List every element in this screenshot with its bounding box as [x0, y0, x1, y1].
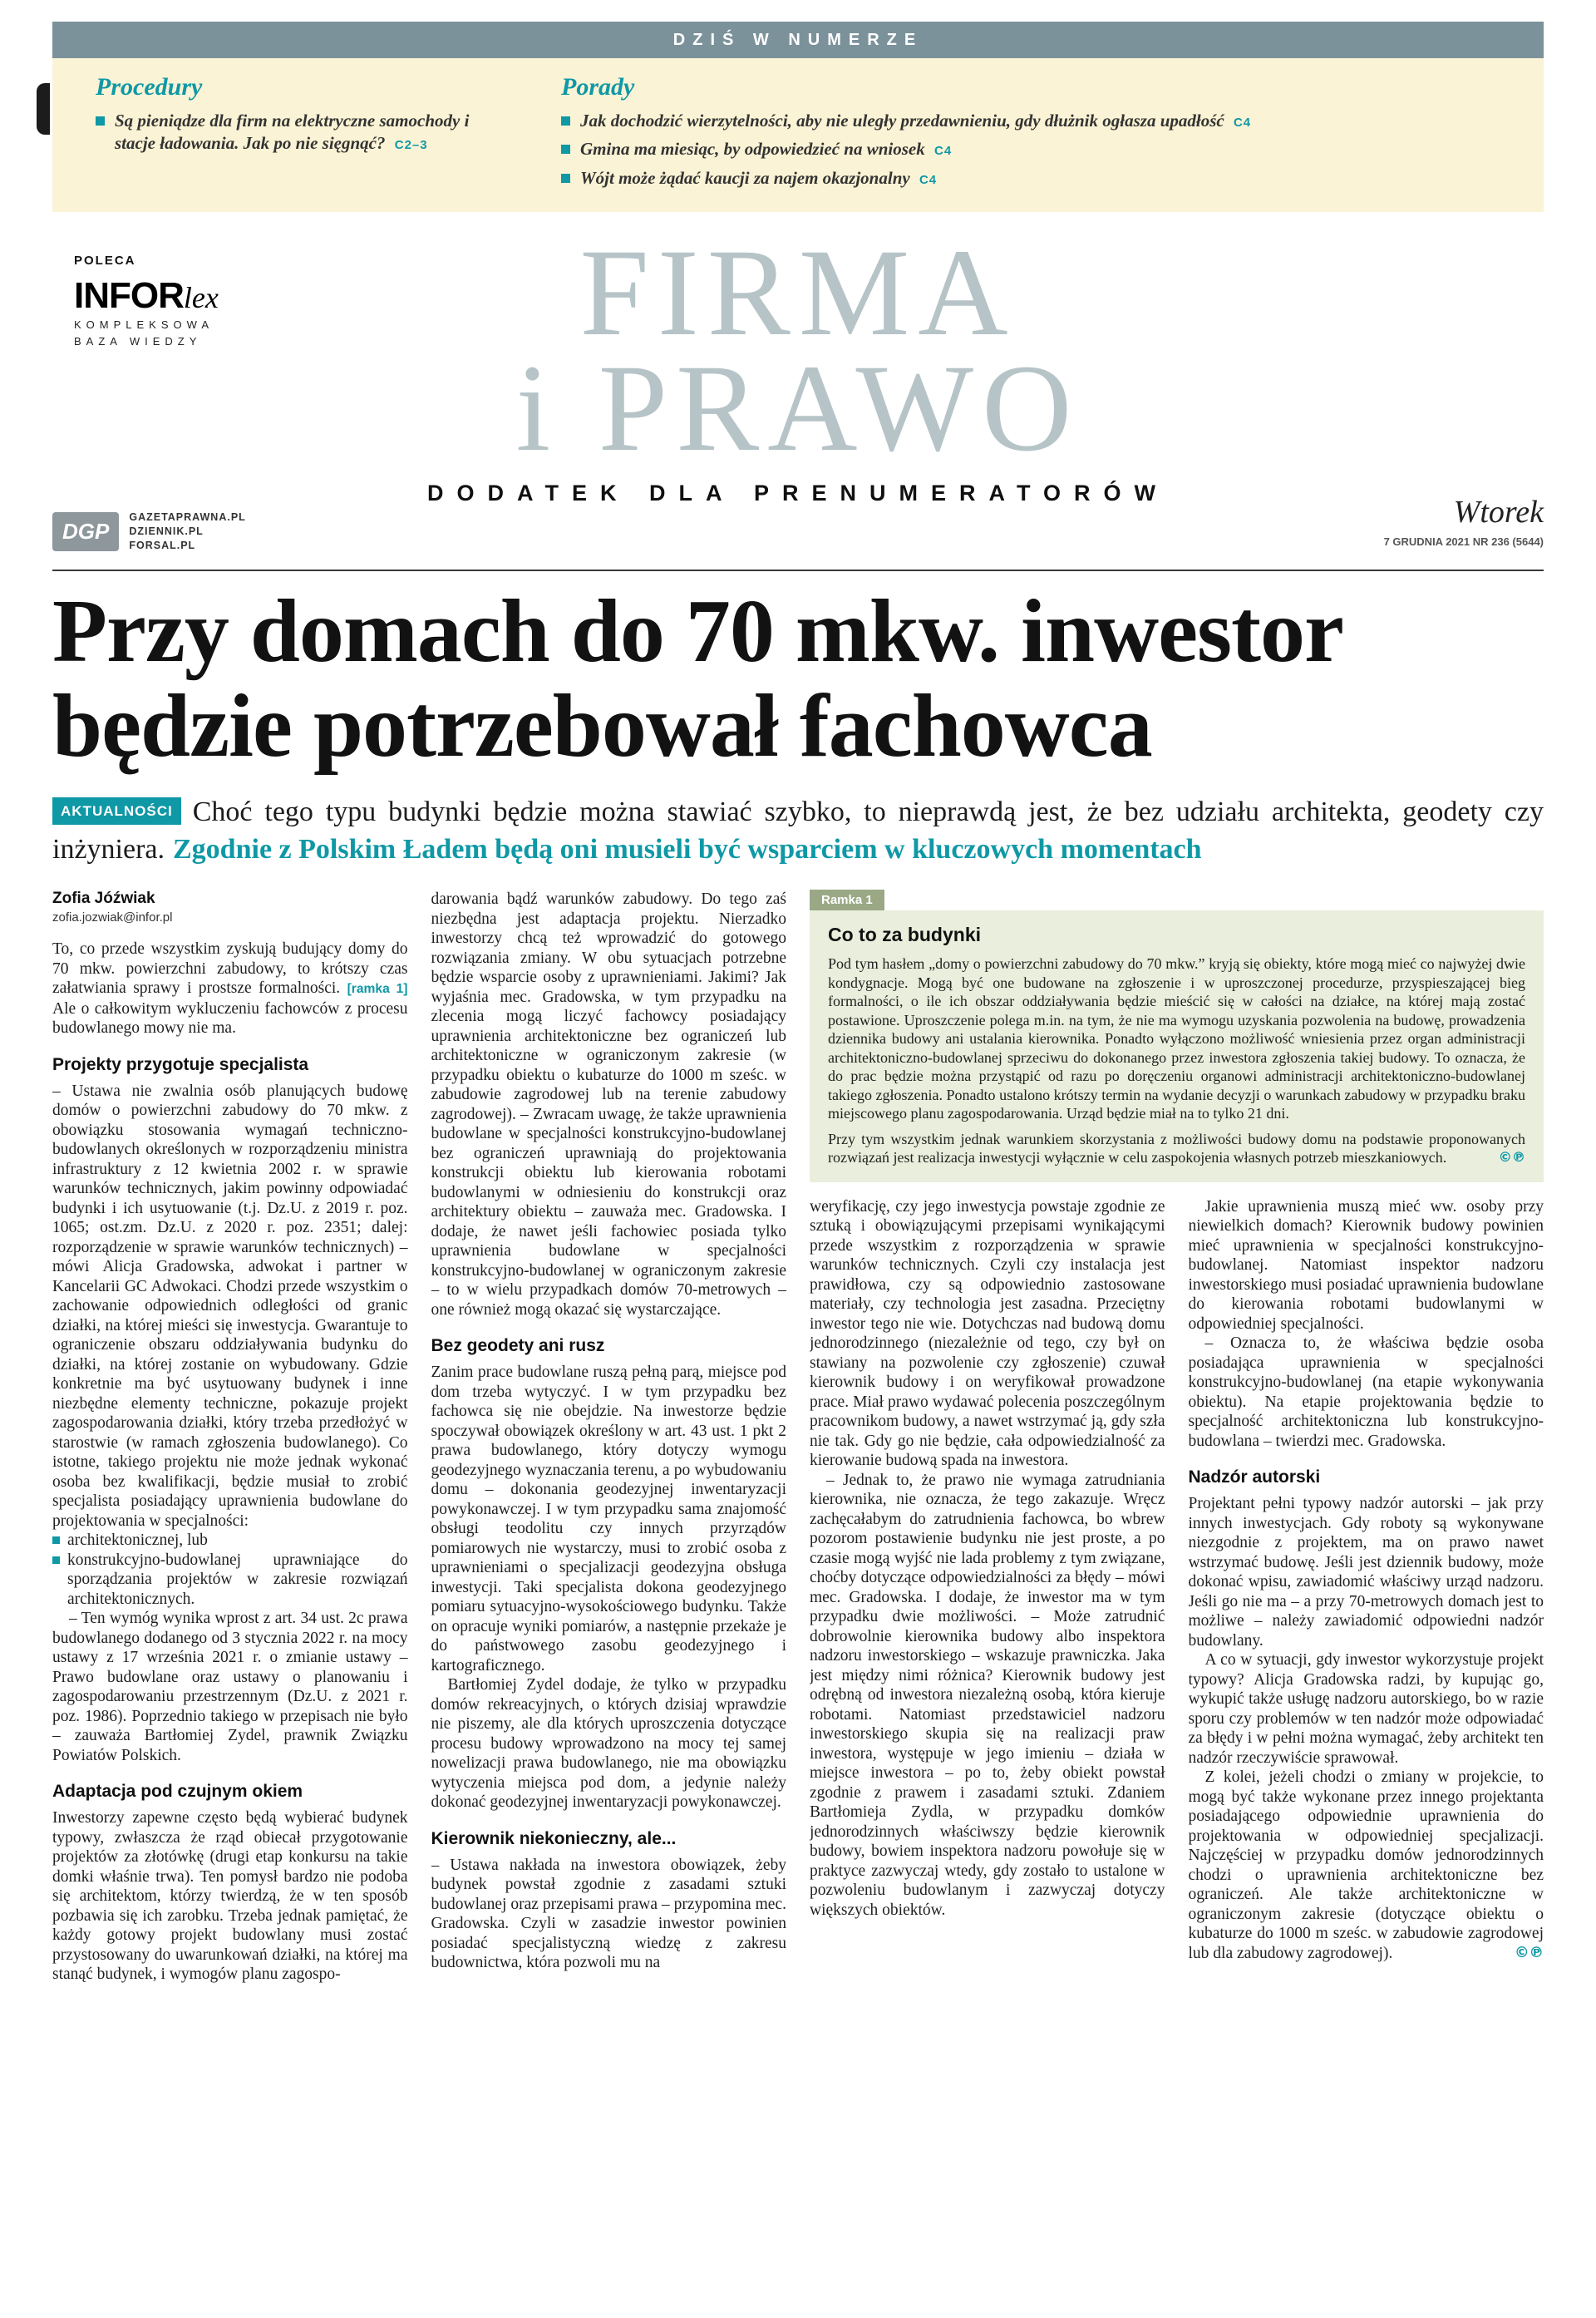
article-right-half: [810, 890, 1544, 2270]
divider-rule: [52, 570, 1544, 571]
text-segment: To, co przede wszystkim zyskują budujący domy do 70 mkw. powierzchni zabudowy, to krótszy czas załatwiania sprawy i prostsze formalności.: [52, 940, 408, 998]
column-text: [431, 890, 787, 1973]
article-paragraph: – Ustawa nie zwalnia osób planujących budowę domów o powierzchni zabudowy do 70 mkw. z obowiązku stosowania wymagań techniczno-budowlanych określonych w rozporządzeniu ministra infrastruktury z 12 kwietnia 2002 r. w sprawie warunków technicznych, jakim powinny odpowiadać budynki i ich usytuowanie (t.j. Dz.U. z 2019 r. poz. 1065; ost.zm. Dz.U. z 2020 r. poz. 2351; dalej: rozporządzenie w sprawie warunków technicznych) – mówi Alicja Gradowska, adwokat i partner w Kancelarii GC Adwokaci. Chodzi przede wszystkim o zachowanie odpowiednich odległości od granic działki, na której mieści się inwestycja. Gwarantuje to ograniczenie obszaru oddziaływania budynku do działki, na której zostanie on wybudowany. Gdzie konkretnie ma być usytuowany budynek i inne niezbędne elementy techniczne, pokazuje projekt zagospodarowania działki, który trzeba przedłożyć w starostwie (w ramach zgłoszenia budowlanego). Co istotne, takiego projektu nie może jednak wykonać osoba bez kwalifikacji, będzie musiał to zrobić specjalista posiadający uprawnienia budowlane do projektowania w specjalności:: [52, 1082, 408, 1530]
text-segment: Z kolei, jeżeli chodzi o zmiany w projekcie, to mogą być także wykonane przez innego projektanta posiadającego odpowiednie uprawnienia do projektowania w odpowiedniej specjalizacji. Najczęściej w przypadku domów jednorodzinnych chodzi o uprawnienia architektoniczne bez ograniczeń. Ale także architektoniczne w ograniczonym zakresie (dotyczące obiektu o kubaturze do 1000 m sześc. w zabudowie zagrodowej lub dla zabudowy zagrodowej).: [1188, 1768, 1544, 1962]
digest-band: [52, 22, 1544, 58]
text-segment: Ale o całkowitym wykluczeniu fachowców z procesu budowlanego mowy nie ma.: [52, 999, 408, 1038]
digest-item-text: Jak dochodzić wierzytelności, aby nie uległy przedawnieniu, gdy dłużnik ogłasza upadłość C4: [580, 111, 1252, 131]
article-paragraph: A co w sytuacji, gdy inwestor wykorzystuje projekt typowy? Alicja Gradowska radzi, by kupując go, wykupić także usługę nadzoru autorskiego, bo w razie sporu czy problemów w ten nadzór może odpowiadać za błędy i w pełni można wymagać, żeby architekt ten nadzór rzeczywiście sprawował.: [1188, 1651, 1544, 1767]
masthead-title: [52, 223, 1544, 506]
section-tag: AKTUALNOŚCI: [52, 797, 181, 826]
inforlex-tagline-2: BAZA WIEDZY: [74, 334, 202, 348]
digest-section-title: Porady: [561, 73, 635, 101]
article-column-1: [52, 890, 408, 2270]
main-headline: [52, 581, 1544, 777]
article-column-2: [431, 890, 787, 2270]
bullet-text: architektonicznej, lub: [67, 1531, 208, 1550]
article-paragraph: weryfikację, czy jego inwestycja powstaje zgodnie ze sztuką i obowiązującymi przepisami wynikającymi przede wszystkim z rozporządzenia w sprawie warunków technicznych. Czyli czy instalacja jest prawidłowa, czy są odpowiednio zastosowane materiały, czy technologia jest zasadna. Przeciętny inwestor tego nie wie. Dotychczas nad budową domu jednorodzinnego (niezależnie od tego, czy był on stawiany na pozwolenie czy zgłoszenie) czuwał kierownik budowy i on weryfikował prowadzone prace. Miał prawo wydawać polecenia poszczególnym pracownikom budowy, a nawet wstrzymać ją, gdy szła nie tak. Gdy go nie będzie, cała odpowiedzialność za kierowanie budową spada na inwestora.: [810, 1197, 1165, 1470]
article-subhead: Bez geodety ani rusz: [431, 1336, 605, 1356]
bullet-square-icon: [561, 116, 570, 126]
bullet-item: [52, 1531, 408, 1551]
digest-section-procedury: [96, 72, 486, 195]
standfirst-text: Choć tego typu budynki będzie można stawiać szybko, to nieprawdą jest, że bez udziału architekta, geodety czy inżyniera.: [52, 796, 1544, 866]
digest-band-title: DZIŚ W NUMERZE: [672, 30, 924, 49]
ramka-reference: [ramka 1]: [347, 982, 408, 997]
bullet-square-icon: [52, 1536, 60, 1544]
inforlex-tagline-1: KOMPLEKSOWA: [74, 318, 214, 331]
dgp-site: DZIENNIK.PL: [129, 525, 204, 538]
headline-line1: Przy domach do 70 mkw. inwestor: [52, 581, 1343, 681]
article-paragraph: – Ten wymóg wynika wprost z art. 34 ust. 2c prawa budowlanego dodanego od 3 stycznia 2022 r. na mocy ustawy z 17 września 2021 r. o zmianie ustawy – Prawo budowlane oraz ustawy o planowaniu i zagospodarowaniu przestrzennym (Dz.U. z 2021 r. poz. 1986). Poprzednio takiego w przepisach nie było – zauważa Bartłomiej Zydel, prawnik Związku Powiatów Polskich.: [52, 1610, 408, 1764]
bullet-item: [52, 1551, 408, 1610]
ramka-label: Ramka 1: [810, 890, 884, 910]
ramka-title: Co to za budynki: [828, 924, 981, 946]
article-subhead: Adaptacja pod czujnym okiem: [52, 1782, 303, 1802]
end-mark: ©℗: [1498, 1149, 1525, 1166]
end-mark: ©℗: [1514, 1944, 1544, 1961]
bullet-square-icon: [561, 145, 570, 154]
weekday-label: Wtorek: [1453, 494, 1544, 530]
ramka-text: [828, 954, 1525, 1167]
digest-item: [561, 110, 1510, 132]
standfirst: [52, 793, 1544, 868]
masthead: [52, 223, 1544, 560]
fold-mark-icon: [37, 83, 50, 135]
masthead-subtitle: DODATEK DLA PRENUMERATORÓW: [427, 480, 1169, 506]
article-paragraph: Inwestorzy zapewne często będą wybierać budynek typowy, zwłaszcza że rząd obiecał przygotowanie projektów za złotówkę (drugi etap konkursu na takie domki właśnie trwa). Ten pomysł bardzo nie podoba się architektom, którzy twierdzą, że w ten sposób pozbawia się ich zarobku. Trzeba jednak pamiętać, że każdy gotowy projekt budowlany musi zostać przystosowany do uwarunkowań działki, na której ma stanąć budynek, i wymogów planu zagospo-: [52, 1809, 408, 1984]
text-segment: Przy tym wszystkim jednak warunkiem skorzystania z możliwości budowy domu na podstawie proponowanych rozwiązań jest realizacja inwestycji wyłącznie w celu zaspokojenia własnych potrzeb mieszkaniowych.: [828, 1130, 1525, 1166]
column-text: [810, 1197, 1165, 1921]
article-column-3: [810, 1197, 1165, 2271]
inforlex-brand: [74, 254, 219, 348]
article-paragraph: [1189, 1768, 1544, 1963]
article-paragraph: Bartłomiej Zydel dodaje, że tylko w przypadku domów rekreacyjnych, o których dzisiaj wprawdzie nie piszemy, ale dla których uproszczenia dotyczące procesu budowy wprowadzono na mocy tej samej nowelizacji prawa budowlanego, nie ma obowiązku wytyczenia miejsca pod dom, a jedynie należy dokonać geodezyjnej inwentaryzacji powykonawczej.: [431, 1676, 786, 1812]
article-subhead: Kierownik niekonieczny, ale...: [431, 1828, 677, 1848]
digest-section-title: Procedury: [96, 73, 203, 101]
masthead-title-line2: i PRAWO: [515, 339, 1081, 478]
article-paragraph: Pod tym hasłem „domy o powierzchni zabudowy do 70 mkw.” kryją się obiekty, które mogą mieć co najwyżej dwie kondygnacje. Mogą być one budowane na zgłoszenie i w uproszczonej procedurze, przyspieszającej bieg formalności, o ile ich obszar oddziaływania będzie mieścić się w całości na działce, na której mają zostać postawione. Uproszczenie polega m.in. na tym, że nie ma wymogu uzyskania pozwolenia na budowę, prowadzenia dziennika budowy ani ustalania kierownika. Ponadto wyłączono możliwość wniesienia przez organ administracji architektoniczno-budowlanej sprzeciwu do dokonanego przez inwestora zgłoszenia takiej budowy. To oznacza, że do prac będzie można przystąpić od razu po doręczeniu organowi administracji architektoniczno-budowlanej takiego zgłoszenia. Ponadto ustalono krótszy termin na wydanie decyzji o warunkach zabudowy w przypadku braku miejscowego planu zagospodarowania. Urząd będzie miał na to tylko 21 dni.: [828, 955, 1525, 1122]
author-name: Zofia Jóźwiak: [52, 890, 155, 908]
article-body: [52, 890, 1544, 2270]
dgp-brand: [52, 510, 246, 553]
article-paragraph: – Jednak to, że prawo nie wymaga zatrudniania kierownika, nie oznacza, że tego zakazuje. Wręcz zachęcałabym do zatrudnienia fachowca, bo wbrew pozorom postawienie budynku nie jest proste, a po czasie mogą wyjść nie lada problemy z tym związane, choćby dotyczące odpowiedzialności za błędy – mówi mec. Gradowska. I dodaje, że inwestor ma w tym przypadku dwie możliwości. – Może zatrudnić dobrowolnie kierownika budowy albo inspektora nadzoru inwestorskiego – wskazuje prawniczka. Jaka jest między nimi różnica? Kierownik budowy jest odrębną od inwestora niezależną osobą, która kieruje robotami. Natomiast przedstawiciel nadzoru inwestorskiego skupia się na realizacji praw inwestora, występuje w jego imieniu – działa w miejsce inwestora – po to, żeby obiekt powstał zgodnie z prawem i zasadami sztuki. Zdaniem Bartłomieja Zydla, w przypadku domków jednorodzinnych właściwszy będzie kierownik budowy, bowiem inspektora nadzoru powołuje się w praktyce zazwyczaj wtedy, gdy zostało to ustalone w pozwoleniu budowlanym i zazwyczaj dotyczy większych obiektów.: [810, 1471, 1165, 1919]
dgp-logo: DGP: [52, 512, 119, 551]
digest-section-porady: [561, 72, 1510, 195]
ramka-content: [810, 910, 1544, 1182]
dgp-site: GAZETAPRAWNA.PL: [129, 511, 246, 524]
digest-item: [96, 110, 486, 155]
issue-date-line: 7 GRUDNIA 2021 NR 236 (5644): [1383, 535, 1544, 548]
page-reference: C4: [1233, 116, 1252, 130]
masthead-title-line1: FIRMA: [579, 223, 1017, 362]
digest-item-text: Wójt może żądać kaucji za najem okazjonalny C4: [580, 167, 938, 188]
digest-item-list: [561, 110, 1510, 190]
article-paragraph: Zanim prace budowlane ruszą pełną parą, miejsce pod dom trzeba wytyczyć. I w tym przypadku bez fachowca się nie obejdzie. Na inwestorze będzie spoczywał obowiązek określony w art. 43 ust. 1 pkt 2 prawa budowlanego, który dotyczy wymogu geodezyjnego wyznaczania terenu, a po wybudowaniu domu – dokonania geodezyjnej inwentaryzacji powykonawczej. I w tym przypadku sama znajomość obsługi teodolitu czy innych przyrządów pomiarowych nie wystarczy, musi to zrobić osoba z uprawnieniami o specjalizacji geodezyjna obsługa inwestycji. Taki specjalista dokona geodezyjnego pomiaru sytuacyjno-wysokościowego budynku. Także on opracuje wyniki pomiarów, a następnie przekaże je do państwowego zasobu geodezyjnego i kartograficznego.: [431, 1364, 786, 1674]
column-text: [52, 940, 408, 1985]
issue-date-block: [1384, 494, 1544, 548]
digest-item-text: Gmina ma miesiąc, by odpowiedzieć na wniosek C4: [580, 139, 953, 160]
digest-item-text: Są pieniądze dla firm na elektryczne samochody i stacje ładowania. Jak po nie sięgnąć? C2–3: [115, 111, 470, 154]
digest-item-list: [96, 110, 486, 155]
article-paragraph: – Ustawa nakłada na inwestora obowiązek, żeby budynek powstał zgodnie z zasadami sztuki budowlanej oraz przepisami prawa – przypomina mec. Gradowska. Czyli w zasadzie inwestor powinien posiadać specjalistyczną wiedzę z zakresu budownictwa, która pozwoli mu na: [431, 1856, 786, 1972]
article-column-4: [1189, 1197, 1544, 2271]
dgp-site: FORSAL.PL: [129, 540, 196, 552]
inforlex-logo: [74, 274, 219, 316]
article-paragraph: Jakie uprawnienia muszą mieć ww. osoby przy niewielkich domach? Kierownik budowy powinien mieć uprawnienia w specjalności konstrukcyjno-budowlanej. Natomiast inspektor nadzoru inwestorskiego musi posiadać uprawnienia budowlane do kierowania robotami budowlanymi w odpowiedniej specjalności.: [1188, 1197, 1544, 1333]
lex-logo-text: lex: [183, 280, 219, 314]
digest-columns: [52, 58, 1544, 212]
article-paragraph: darowania bądź warunków zabudowy. Do tego zaś niezbędna jest adaptacja projektu. Nierzadko inwestorzy chcą też wprowadzić do gotowego rozwiązania zmiany. W obu sytuacjach potrzebne będzie wsparcie osoby z uprawnieniami. Jakimi? Jak wyjaśnia mec. Gradowska, w tym przypadku na zlecenia mogą liczyć fachowcy posiadający uprawnienia architektoniczne bez ograniczeń lub architektoniczne w ograniczonym zakresie (w przypadku obiektu o kubaturze do 1000 m sześc. w zabudowie zagrodowej lub na terenie zabudowy zagrodowej). – Zwracam uwagę, że także uprawnienia budowlane w specjalności konstrukcyjno-budowlanej bez ograniczeń uprawniają do projektowania konstrukcji obiektu lub kierowania robotami budowlanymi w odniesieniu do konstrukcji oraz architektury obiektu – zauważa mec. Gradowska. I dodaje, że nawet jeśli fachowiec posiada tylko uprawnienia budowlane w specjalności konstrukcyjno-budowlanej w ograniczonym zakresie – to w wielu przypadkach domów 70-metrowych – one również mogą okazać się wystarczające.: [431, 890, 786, 1319]
bullet-text: konstrukcyjno-budowlanej uprawniające do sporządzania projektów w zakresie rozwiązań architektonicznych.: [67, 1551, 408, 1608]
byline: [52, 890, 408, 925]
page-reference: C4: [934, 144, 953, 159]
bullet-square-icon: [561, 174, 570, 183]
infor-logo-text: INFOR: [74, 274, 184, 316]
author-email: zofia.jozwiak@infor.pl: [52, 910, 173, 925]
headline-line2: będzie potrzebował fachowca: [52, 677, 1152, 777]
digest-section: [52, 22, 1544, 212]
bullet-square-icon: [96, 116, 105, 126]
ramka-box: [810, 890, 1544, 1182]
poleca-label: POLECA: [74, 253, 136, 268]
page-reference: C4: [919, 172, 938, 187]
standfirst-highlight: Zgodnie z Polskim Ładem będą oni musieli być wsparciem w kluczowych momentach: [173, 834, 1202, 866]
article-paragraph: – Oznacza to, że właściwa będzie osoba posiadająca uprawnienia w specjalności konstrukcyjno-budowlanej (na etapie wykonywania obiektu). Na etapie projektowania będzie to specjalność architektoniczna lub konstrukcyjno-budowlana – twierdzi mec. Gradowska.: [1188, 1334, 1544, 1450]
article-subhead: Projekty przygotuje specjalista: [52, 1054, 309, 1074]
column-text: [1189, 1197, 1544, 1964]
article-right-columns: [810, 1197, 1544, 2271]
article-paragraph: [52, 940, 408, 1038]
bullet-square-icon: [52, 1556, 60, 1564]
digest-item: [561, 167, 1510, 190]
article-paragraph: [828, 1130, 1525, 1167]
article-subhead: Nadzór autorski: [1188, 1467, 1321, 1487]
page-reference: C2–3: [394, 138, 428, 153]
digest-item: [561, 138, 1510, 160]
dgp-site-list: [129, 510, 245, 553]
article-paragraph: Projektant pełni typowy nadzór autorski – jak przy innych inwestycjach. Gdy roboty są wykonywane niezgodnie z projektem, ma on prawo nawet wstrzymać budowę. Jeśli jest dziennik budowy, może dokonać wpisu, zawiadomić właściwy urząd nadzoru. Jeśli go nie ma – a przy 70-metrowych domach jest to możliwe – należy zawiadomić odpowiedni nadzór budowlany.: [1188, 1495, 1544, 1650]
